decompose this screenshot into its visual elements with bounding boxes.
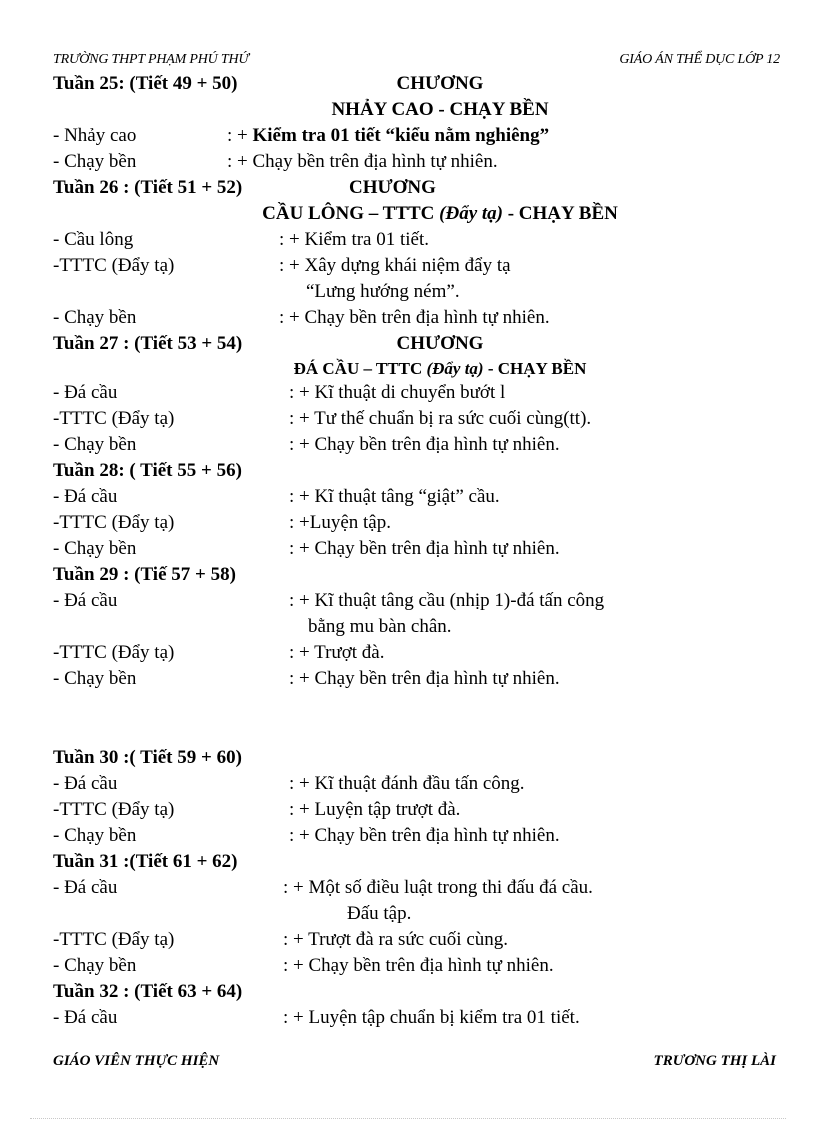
item-label: - Đá cầu: [53, 877, 118, 898]
item-content-bold: Kiểm tra 01 tiết “kiểu nằm nghiêng”: [252, 125, 550, 146]
chapter-subtitle-italic: (Đẩy tạ): [439, 203, 503, 224]
item-label: - Chạy bền: [53, 434, 137, 455]
item-content: : + Trượt đà.: [289, 642, 385, 663]
item-content: : + Chạy bền trên địa hình tự nhiên.: [289, 538, 560, 559]
item-content-continued: bằng mu bàn chân.: [308, 616, 452, 637]
item-content: : + Kĩ thuật đánh đầu tấn công.: [289, 773, 525, 794]
item-content: : +Luyện tập.: [289, 512, 391, 533]
page-bottom-divider: [30, 1118, 786, 1119]
item-label: - Chạy bền: [53, 151, 137, 172]
teacher-name: TRƯƠNG THỊ LÀI: [653, 1053, 776, 1069]
item-label: - Đá cầu: [53, 1007, 118, 1028]
item-content: : + Chạy bền trên địa hình tự nhiên.: [289, 434, 560, 455]
item-label: -TTTC (Đẩy tạ): [53, 642, 175, 663]
item-content: : + Luyện tập chuẩn bị kiểm tra 01 tiết.: [283, 1007, 580, 1028]
week-title: Tuần 28: ( Tiết 55 + 56): [53, 460, 242, 481]
item-content: : + Chạy bền trên địa hình tự nhiên.: [289, 825, 560, 846]
item-content: : + Chạy bền trên địa hình tự nhiên.: [279, 307, 550, 328]
chapter-heading: CHƯƠNG: [349, 177, 436, 198]
item-content: : + Chạy bền trên địa hình tự nhiên.: [283, 955, 554, 976]
item-label: -TTTC (Đẩy tạ): [53, 799, 175, 820]
item-content: : + Một số điều luật trong thi đấu đá cầu.: [283, 877, 593, 898]
item-label: -TTTC (Đẩy tạ): [53, 929, 175, 950]
item-label: - Cầu lông: [53, 229, 134, 250]
item-content: : + Luyện tập trượt đà.: [289, 799, 461, 820]
item-label: - Chạy bền: [53, 955, 137, 976]
week-title: Tuần 26 : (Tiết 51 + 52): [53, 177, 243, 198]
item-label: - Đá cầu: [53, 590, 118, 611]
week-title: Tuần 30 :( Tiết 59 + 60): [53, 747, 242, 768]
item-content: : + Xây dựng khái niệm đẩy tạ: [279, 255, 511, 276]
document-title: GIÁO ÁN THỂ DỤC LỚP 12: [619, 52, 780, 67]
chapter-subtitle-part: - CHẠY BỀN: [483, 359, 587, 378]
chapter-subtitle: NHẢY CAO - CHẠY BỀN: [331, 99, 549, 120]
chapter-subtitle: [0, 358, 816, 380]
item-label: -TTTC (Đẩy tạ): [53, 408, 175, 429]
item-content: : + Kĩ thuật tâng cầu (nhịp 1)-đá tấn công: [289, 590, 605, 611]
item-content: : + Tư thế chuẩn bị ra sức cuối cùng(tt).: [289, 408, 592, 429]
week-title: Tuần 31 :(Tiết 61 + 62): [53, 851, 238, 872]
week-title: Tuần 29 : (Tiế 57 + 58): [53, 564, 236, 585]
week-title: Tuần 32 : (Tiết 63 + 64): [53, 981, 243, 1002]
week-title: Tuần 25: (Tiết 49 + 50): [53, 73, 238, 94]
item-label: - Chạy bền: [53, 825, 137, 846]
item-content: [227, 125, 549, 147]
item-content: : + Kĩ thuật tâng “giật” cầu.: [289, 486, 500, 507]
item-content-continued: “Lưng hướng ném”.: [306, 281, 460, 302]
item-label: - Đá cầu: [53, 382, 118, 403]
item-content: : + Trượt đà ra sức cuối cùng.: [283, 929, 509, 950]
item-content: : + Kĩ thuật di chuyển bướt l: [289, 382, 506, 403]
week-title: Tuần 27 : (Tiết 53 + 54): [53, 333, 243, 354]
teacher-label: GIÁO VIÊN THỰC HIỆN: [53, 1053, 220, 1069]
chapter-heading: CHƯƠNG: [396, 333, 484, 354]
item-label: - Chạy bền: [53, 307, 137, 328]
chapter-subtitle: [0, 203, 816, 225]
item-label: - Nhảy cao: [53, 125, 137, 146]
chapter-subtitle-part: ĐÁ CẦU – TTTC: [293, 359, 427, 378]
chapter-subtitle-part: CẦU LÔNG – TTTC: [262, 203, 440, 224]
item-content: : + Chạy bền trên địa hình tự nhiên.: [289, 668, 560, 689]
item-label: - Chạy bền: [53, 538, 137, 559]
item-content: : + Kiểm tra 01 tiết.: [279, 229, 430, 250]
item-content: : + Chạy bền trên địa hình tự nhiên.: [227, 151, 498, 172]
chapter-heading: CHƯƠNG: [396, 73, 484, 94]
item-label: - Chạy bền: [53, 668, 137, 689]
school-name: TRƯỜNG THPT PHẠM PHÚ THỨ: [53, 52, 249, 67]
item-content-continued: Đấu tập.: [347, 903, 412, 924]
item-label: - Đá cầu: [53, 486, 118, 507]
chapter-subtitle-part: - CHẠY BỀN: [502, 203, 618, 224]
chapter-subtitle-italic: (Đẩy tạ): [426, 359, 484, 378]
item-label: -TTTC (Đẩy tạ): [53, 512, 175, 533]
item-label: -TTTC (Đẩy tạ): [53, 255, 175, 276]
item-prefix: : +: [227, 125, 253, 146]
item-label: - Đá cầu: [53, 773, 118, 794]
